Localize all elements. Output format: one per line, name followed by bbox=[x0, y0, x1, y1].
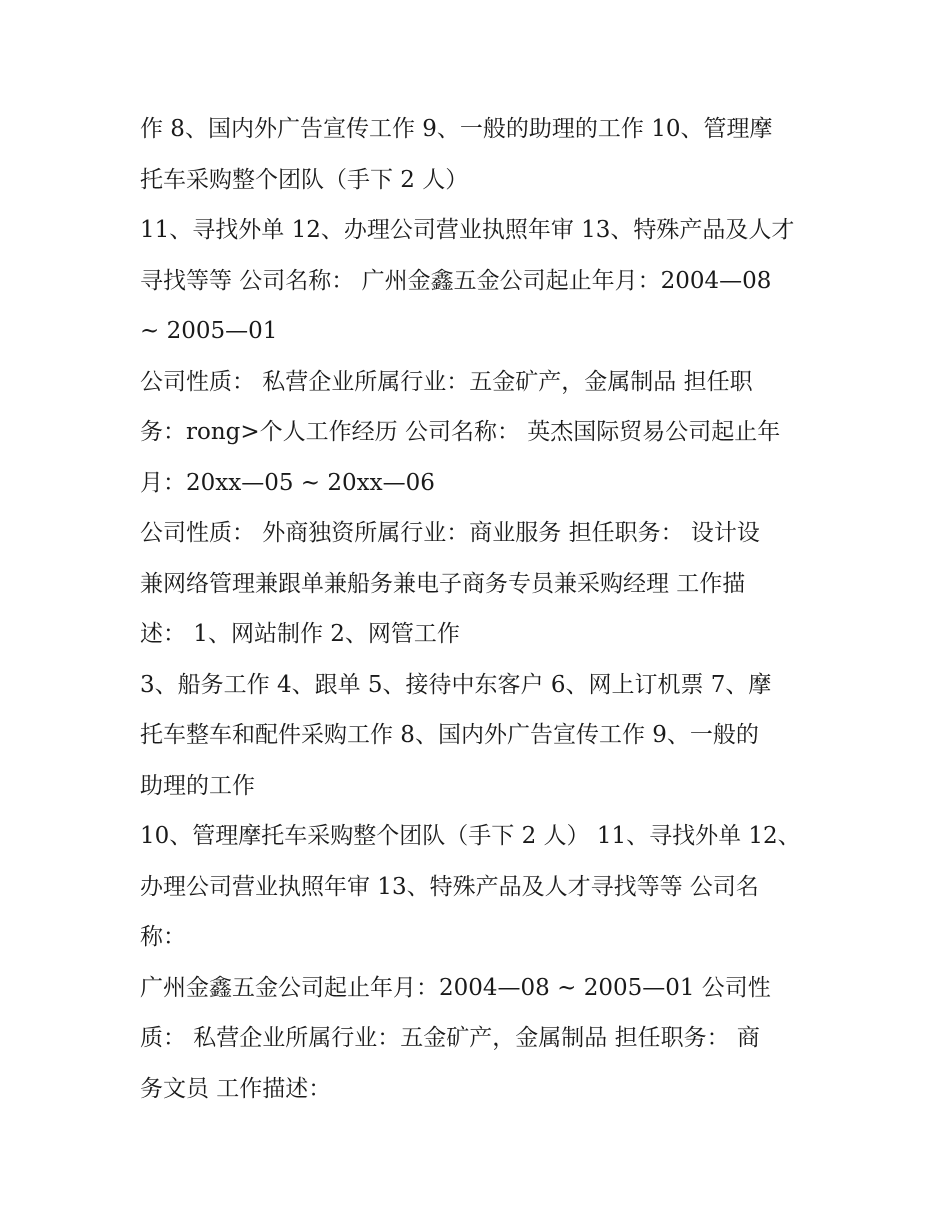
text-line: 办理公司营业执照年审 13、特殊产品及人才寻找等等 公司名 bbox=[140, 873, 759, 900]
text-line: 11、寻找外单 12、办理公司营业执照年审 13、特殊产品及人才 bbox=[140, 217, 795, 243]
text-line: 称： bbox=[140, 924, 186, 950]
text-line: 公司性质： 外商独资所属行业：商业服务 担任职务： 设计设 bbox=[140, 520, 760, 546]
text-line: 3、船务工作 4、跟单 5、接待中东客户 6、网上订机票 7、摩 bbox=[140, 671, 772, 698]
text-line: ~ 2005—01 bbox=[140, 318, 278, 344]
text-line: 广州金鑫五金公司起止年月：2004—08 ~ 2005—01 公司性 bbox=[140, 974, 771, 1001]
text-line: 作 8、国内外广告宣传工作 9、一般的助理的工作 10、管理摩 bbox=[140, 116, 773, 142]
text-line: 务文员 工作描述： bbox=[140, 1075, 332, 1102]
text-line: 托车采购整个团队（手下 2 人） bbox=[140, 166, 469, 193]
text-line: 质： 私营企业所属行业：五金矿产，金属制品 担任职务： 商 bbox=[140, 1025, 760, 1051]
text-line: 寻找等等 公司名称： 广州金鑫五金公司起止年月：2004—08 bbox=[140, 267, 772, 294]
text-line: 托车整车和配件采购工作 8、国内外广告宣传工作 9、一般的 bbox=[140, 722, 759, 748]
text-line: 公司性质： 私营企业所属行业：五金矿产，金属制品 担任职 bbox=[140, 368, 753, 395]
text-line: 兼网络管理兼跟单兼船务兼电子商务专员兼采购经理 工作描 bbox=[140, 570, 746, 597]
text-line: 助理的工作 bbox=[140, 772, 255, 799]
text-line: 月：20xx—05 ~ 20xx—06 bbox=[140, 469, 435, 496]
text-line: 10、管理摩托车采购整个团队（手下 2 人） 11、寻找外单 12、 bbox=[140, 823, 801, 849]
text-line: 述： 1、网站制作 2、网管工作 bbox=[140, 621, 460, 647]
text-line: 务：rong>个人工作经历 公司名称： 英杰国际贸易公司起止年 bbox=[140, 419, 781, 445]
document-body bbox=[140, 104, 820, 1114]
